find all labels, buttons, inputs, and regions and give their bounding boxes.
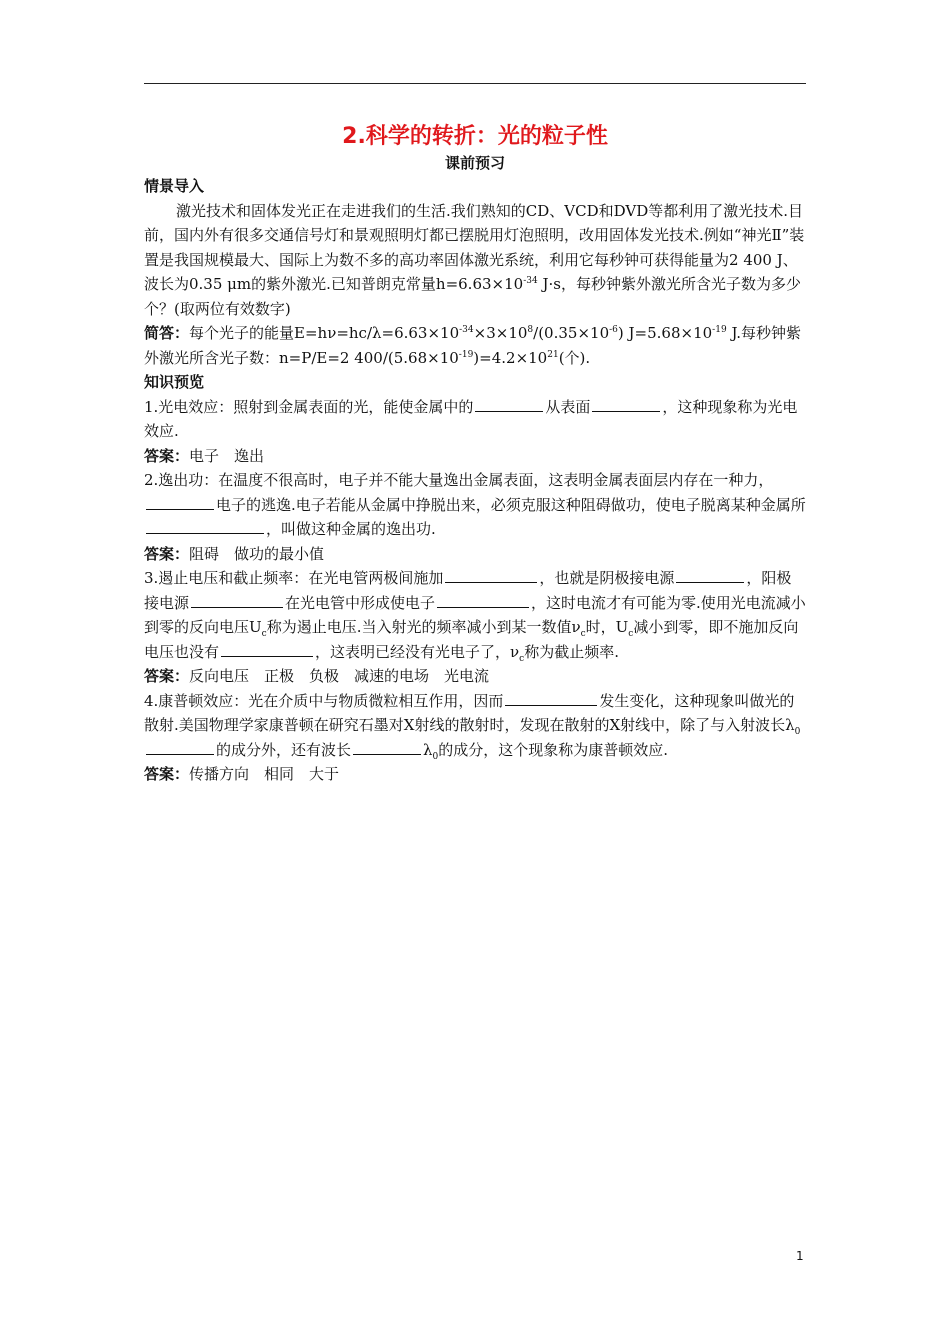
blank [475,396,543,412]
blank [191,592,283,608]
blank [146,739,214,755]
intro-answer: 简答：每个光子的能量$E=h\nu=hc/\lambda=6.63\times 10^{-34}\times 3\times 10^8/(0.35\times 10^{-6})$ $J=5.68\times 10^{-19}$ J.每秒钟紫外激光所含光子数：n=P/E=2 $400/(5.68\times 10^{-19})=4.2\times 10^{21}$(个). [144,324,802,367]
header-rule [144,83,806,84]
page-subtitle: 课前预习 [444,154,505,172]
question-2: 2.逸出功：在温度不很高时，电子并不能大量逸出金属表面，这表明金属表面层内存在一种力，电子的逃逸.电子若能从金属中挣脱出来，必须克服这种阻碍做功，使电子脱离某种金属所，叫做这种金属的逸出功. [144,471,806,538]
question-1: 1.光电效应：照射到金属表面的光，能使金属中的 从表面 ，这种现象称为光电效应. [144,397,798,440]
blank [221,641,313,657]
question-3: 3.遏止电压和截止频率：在光电管两极间施加 ，也就是阴极接电源 ，阳极接电源 在光电管中形成使电子 ，这时电流才有可能为零.使用光电流减小到零的反向电压$U_c$称为遏止电压.当入射光的频率减小到某一数值$\nu_c$时，$U_c$减小到零，即不施加反向电压也没有 ，这表明已经没有光电子了，$\nu_c$称为截止频率. [144,569,806,664]
blank [437,592,529,608]
section-heading-preview: 知识预览 [144,373,205,391]
answer-4: 答案：传播方向 相同 大于 [144,765,340,783]
blank [146,494,214,510]
blank [445,567,537,583]
blank [676,567,744,583]
intro-paragraph: 激光技术和固体发光正在走进我们的生活.我们熟知的CD、VCD和DVD等都利用了激光技术.目前，国内外有很多交通信号灯和景观照明灯都已摆脱用灯泡照明，改用固体发光技术.例如“神光Ⅱ”装置是我国规模最大、国际上为数不多的高功率固体激光系统，利用它每秒钟可获得能量为2 400 J、波长为0.35 μm的紫外激光.已知普朗克常量$h=6.63\times 10^{-34}$ J·s，每秒钟紫外激光所含光子数为多少个？(取两位有效数字) [144,201,805,318]
question-4: 4.康普顿效应：光在介质中与物质微粒相互作用，因而 发生变化，这种现象叫做光的散射.美国物理学家康普顿在研究石墨对X射线的散射时，发现在散射的X射线中，除了与入射波长$\lambda_0$的成分外，还有波长 $\lambda_0$的成分，这个现象称为康普顿效应. [144,691,801,762]
section-heading-intro: 情景导入 [144,177,205,195]
blank [592,396,660,412]
answer-2: 答案：阻碍 做功的最小值 [144,544,325,563]
page-title: 2.科学的转折：光的粒子性 [342,124,608,149]
blank [353,739,421,755]
answer-1: 答案：电子 逸出 [144,446,265,465]
page-number: 1 [796,1249,804,1263]
answer-3: 答案：反向电压 正极 负极 减速的电场 光电流 [144,667,490,685]
blank [505,690,597,706]
blank [146,518,264,534]
document-body [144,174,806,787]
